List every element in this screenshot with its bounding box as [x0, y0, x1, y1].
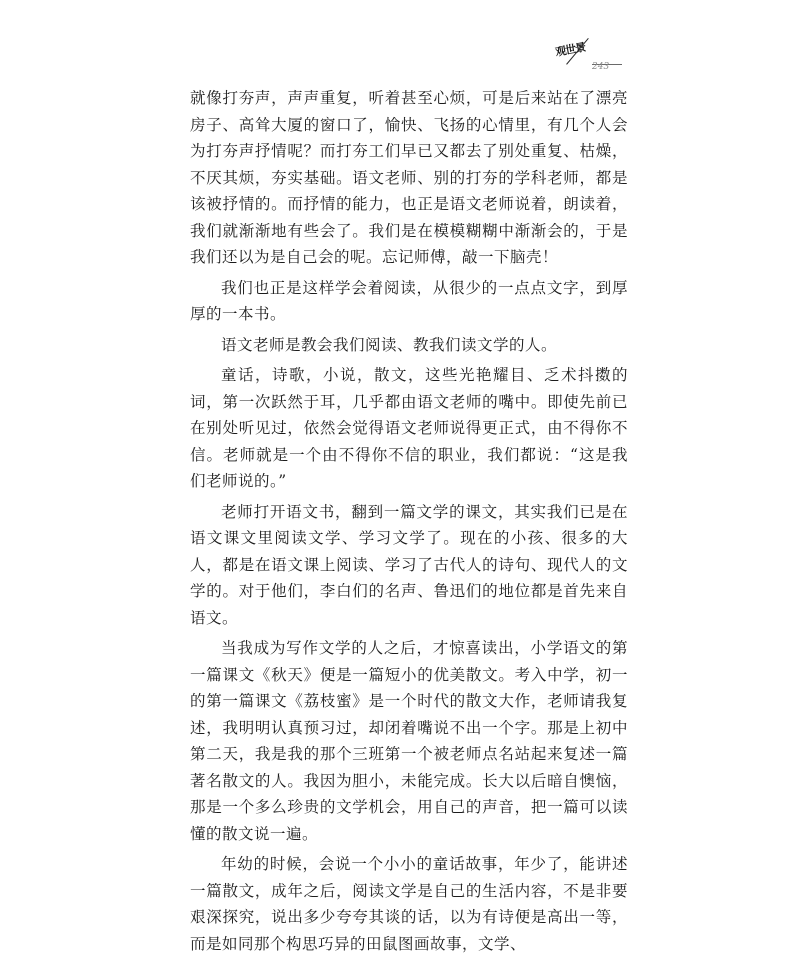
paragraph-5: 老师打开语文书，翻到一篇文学的课文，其实我们已是在语文课文里阅读文学、学习文学了。现在的小孩、很多的大人，都是在语文课上阅读、学习了古代人的诗句、现代人的文学的。对于他们，李白们的名声、鲁迅们的地位都是首先来自语文。 — [190, 502, 628, 627]
paragraph-6: 当我成为写作文学的人之后，才惊喜读出，小学语文的第一篇课文《秋天》便是一篇短小的优美散文。考入中学，初一的第一篇课文《荔枝蜜》是一个时代的散文大作，老师请我复述，我明明认真预习过，却闭着嘴说不出一个字。那是上初中第二天，我是我的那个三班第一个被老师点名站起来复述一篇著名散文的人。我因为胆小，未能完成。长大以后暗自懊恼，那是一个多么珍贵的文学机会，用自己的声音，把一篇可以读懂的散文说一遍。 — [190, 639, 628, 843]
running-header-title: 观世景 — [554, 40, 587, 59]
page-number: 243 — [592, 62, 610, 72]
paragraph-2: 我们也正是这样学会着阅读，从很少的一点点文字，到厚厚的一本书。 — [190, 278, 628, 323]
paragraph-1: 就像打夯声，声声重复，听着甚至心烦，可是后来站在了漂亮房子、高耸大厦的窗口了，愉快、飞扬的心情里，有几个人会为打夯声抒情呢？而打夯工们早已又都去了别处重复、枯燥，不厌其烦，夯实基础。语文老师、别的打夯的学科老师，都是该被抒情的。而抒情的能力，也正是语文老师说着，朗读着，我们就渐渐地有些会了。我们是在模模糊糊中渐渐会的，于是我们还以为是自己会的呢。忘记师傅，敲一下脑壳！ — [190, 89, 628, 266]
body-text — [190, 85, 628, 961]
paragraph-3: 语文老师是教会我们阅读、教我们读文学的人。 — [221, 335, 558, 354]
running-header — [552, 36, 622, 88]
paragraph-4: 童话，诗歌，小说，散文，这些光艳耀目、乏术抖擞的词，第一次跃然于耳，几乎都由语文老师的嘴中。即使先前已在别处听见过，依然会觉得语文老师说得更正式，由不得你不信。老师就是一个由不得你不信的职业，我们都说：“这是我们老师说的。” — [190, 366, 628, 490]
paragraph-7: 年幼的时候，会说一个小小的童话故事，年少了，能讲述一篇散文，成年之后，阅读文学是自己的生活内容，不是非要艰深探究，说出多少夸夸其谈的话，以为有诗便是高出一等，而是如同那个构思巧异的田鼠图画故事，文学、 — [190, 855, 628, 953]
